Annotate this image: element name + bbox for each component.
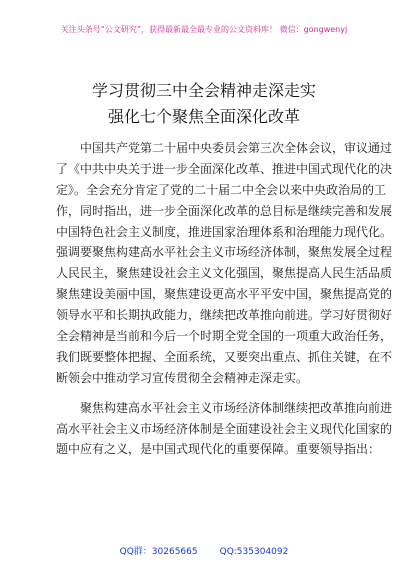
text-line: 高水平社会主义市场经济体制是全面建设社会主义现代化国家的 <box>56 421 393 436</box>
text-line: 作，同时指出，进一步全面深化改革的总目标是继续完善和发展 <box>56 203 393 218</box>
footer-qq: QQ:535304092 <box>219 547 289 557</box>
text-line: 聚焦建设美丽中国，聚焦建设更高水平平安中国，聚焦提高党的 <box>56 287 393 302</box>
footer-qq-group: QQ群：30265665 <box>119 547 198 557</box>
document-title-line-2: 强化七个聚焦全面深化改革 <box>107 107 300 126</box>
document-body <box>56 138 393 460</box>
text-line: 断领会中推动学习宣传贯彻全会精神走深走实。 <box>56 370 309 385</box>
text-line: 定》。全会充分肯定了党的二十届二中全会以来中央政治局的工 <box>56 182 387 197</box>
text-line: 题中应有之义，是中国式现代化的重要保障。重要领导指出： <box>56 442 381 457</box>
text-line: 领导水平和长期执政能力，继续把改革推向前进。学习好贯彻好 <box>56 308 393 323</box>
text-line: 中国特色社会主义制度，推进国家治理体系和治理能力现代化。 <box>56 224 393 239</box>
document-title-line-1: 学习贯彻三中全会精神走深走实 <box>91 81 316 100</box>
paragraph-gap <box>56 389 360 398</box>
footer-contact <box>0 544 408 557</box>
header-promo-note: 关注头条号“公文研究”，获得最新最全最专业的公文资料库！ 微信：gongwenyj <box>60 25 348 34</box>
text-line: 人民民主，聚焦建设社会主义文化强国，聚焦提高人民生活品质 <box>56 266 393 281</box>
paragraph-1 <box>56 138 393 389</box>
text-line: 强调要聚焦构建高水平社会主义市场经济体制，聚焦发展全过程 <box>56 245 393 260</box>
text-line: 了《中共中央关于进一步全面深化改革、推进中国式现代化的决 <box>56 161 393 176</box>
text-line: 我们既要整体把握、全面系统，又要突出重点、抓住关键，在不 <box>56 349 393 364</box>
text-line: 全会精神是当前和今后一个时期全党全国的一项重大政治任务， <box>56 329 393 344</box>
paragraph-2 <box>56 398 393 461</box>
text-line: 中国共产党第二十届中央委员会第三次全体会议，审议通过 <box>80 141 393 155</box>
text-line: 聚焦构建高水平社会主义市场经济体制继续把改革推向前进 <box>80 400 393 415</box>
